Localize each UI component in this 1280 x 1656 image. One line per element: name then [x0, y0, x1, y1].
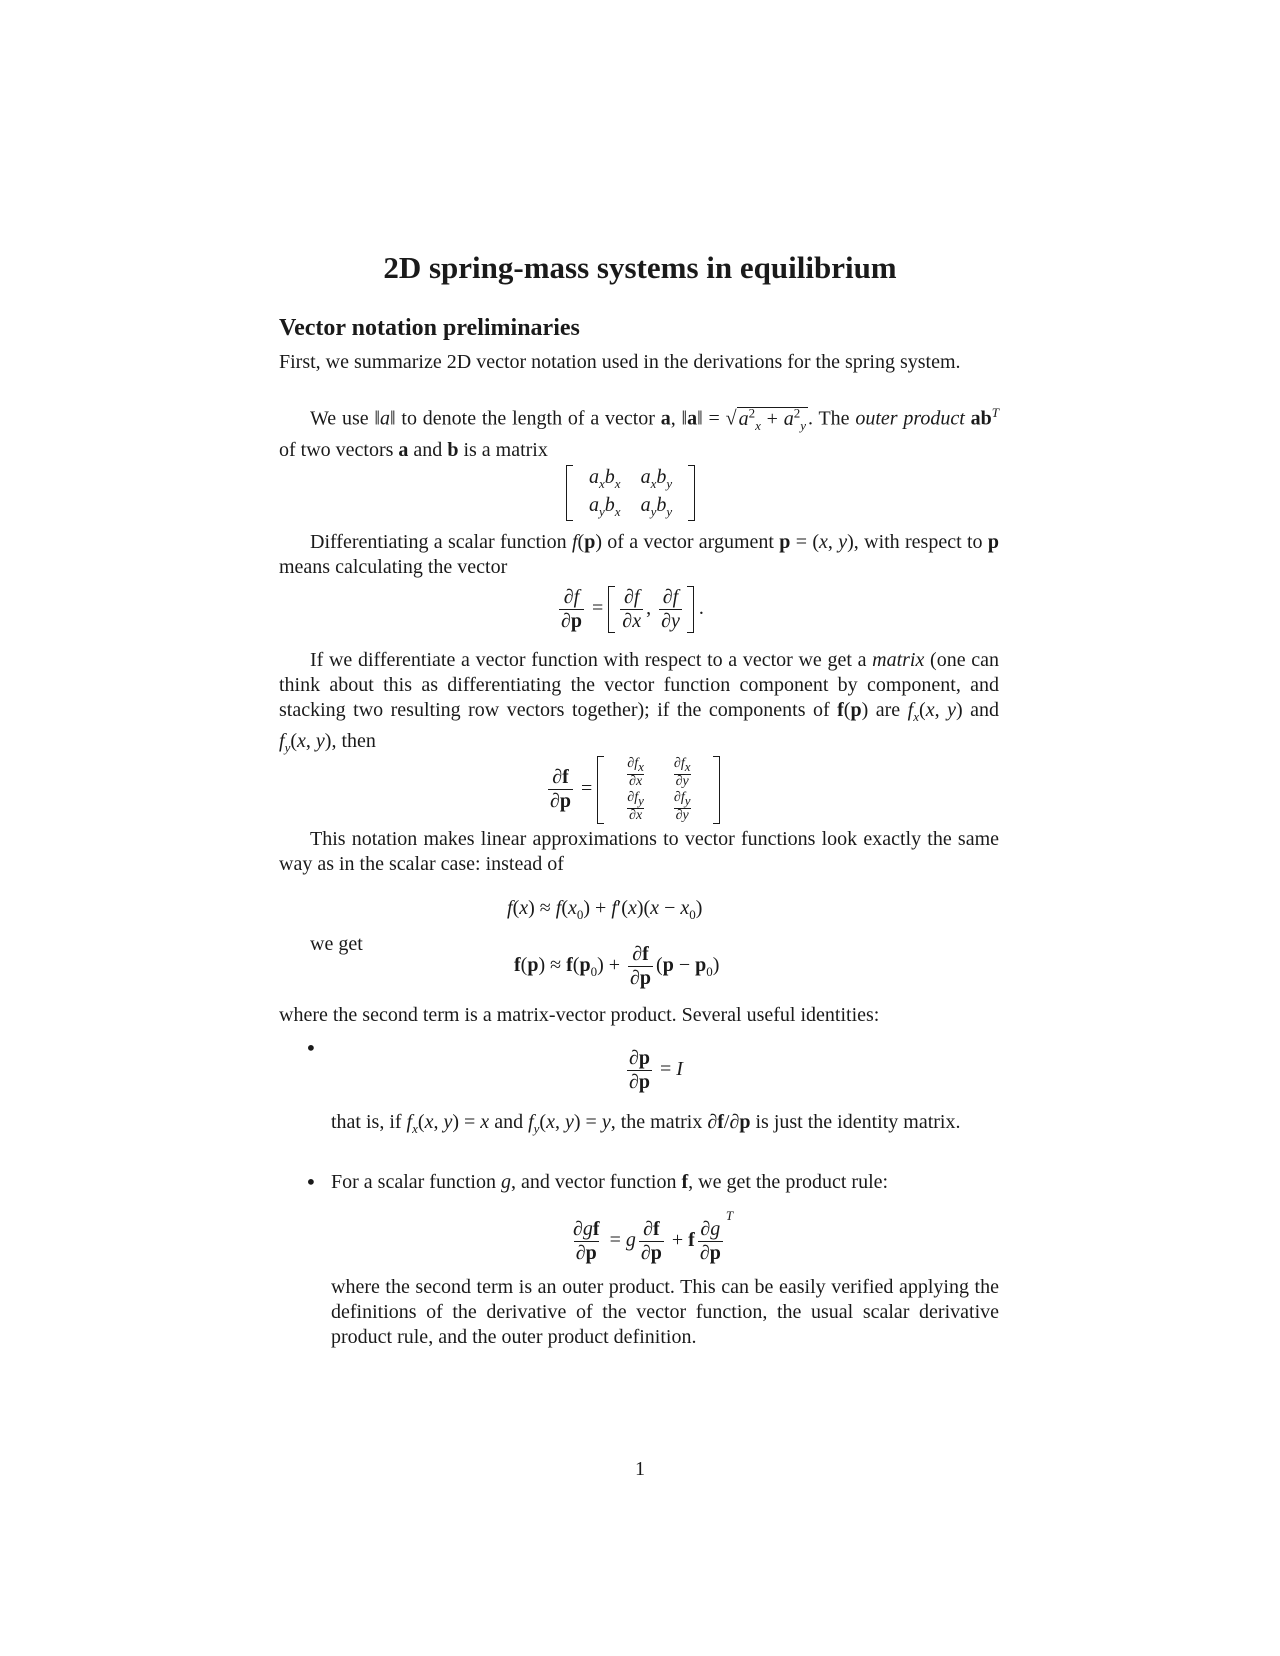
bullet-marker: • [305, 1036, 317, 1060]
section-heading: Vector notation preliminaries [279, 315, 580, 341]
gradient-equation: $\frac{\partial f}{\partial p}$ = $\frac{\partial f}{\partial x}$ , $\frac{\partial f}{\partial y}$ . [561, 586, 704, 632]
jacobian-equation: $\frac{\partial f}{\partial p}$ = $\frac{\partial f_x}{\partial x}$ $\frac{\partial f_x}{\partial y}$ $\frac{\partial f_y}{\partial x}$ $\frac{\partial f_y}{\partial y}$ [545, 756, 720, 824]
paragraph-intro: First, we summarize 2D vector notation used in the derivations for the spring system. [279, 351, 961, 373]
paper-title: 2D spring-mass systems in equilibrium [383, 250, 897, 285]
bullet-1-text: that is, if $f_x(x$, y) = x and $f_y(x$, y) = y, the matrix ∂f/∂p is just the identity matrix. [331, 1111, 961, 1136]
paragraph-norm: We use ‖a‖ to denote the length of a vector a, ‖a‖ = √ $a^2_x + a^2_y$ . The outer product $ab^T$ of two vectors a and b is a matrix [279, 405, 999, 461]
paragraph-identities: where the second term is a matrix-vector product. Several useful identities: [279, 1004, 880, 1026]
vector-linear-approx-equation: $f(p) \approx f(p_0)$ + $\frac{\partial f}{\partial p}$ $(p - p_0)$ [514, 943, 720, 989]
paragraph-linear-approx: This notation makes linear approximations to vector functions look exactly the same way as in the scalar case: instead of [279, 828, 999, 875]
identity-equation: $\frac{\partial p}{\partial p}$ = I [629, 1047, 683, 1093]
product-rule-equation: $\frac{\partial gf}{\partial p}$ = g $\frac{\partial f}{\partial p}$ + f $\frac{\partial g}{\partial p}$ $^T$ [573, 1208, 734, 1264]
outer-product-matrix: $a_xb_x$ $a_xb_y$ $a_yb_x$ $a_yb_y$ [566, 465, 695, 521]
bullet-2-text: For a scalar function g, and vector function f, we get the product rule: [331, 1171, 889, 1193]
bullet-2-explanation: where the second term is an outer product. This can be easily verified applying the definitions of the derivative of the vector function, the usual scalar derivative product rule, and the outer product definition. [331, 1276, 999, 1348]
page-number: 1 [635, 1458, 645, 1480]
we-get-text: we get [310, 933, 363, 955]
bullet-marker: • [305, 1170, 317, 1194]
scalar-linear-approx-equation: $f(x) \approx f(x_0) + f'(x)(x - x_0)$ [507, 897, 703, 922]
paragraph-scalar-derivative: Differentiating a scalar function f(p) of a vector argument p = (x, y), with respect to p means calculating the vector [279, 531, 999, 578]
paragraph-jacobian: If we differentiate a vector function with respect to a vector we get a matrix (one can think about this as differentiating the vector function component by component, and stacking two resulting row vectors together); if the components of f(p) are $f_x(x$, y) and $f_y(x$, y), then [279, 649, 1000, 755]
